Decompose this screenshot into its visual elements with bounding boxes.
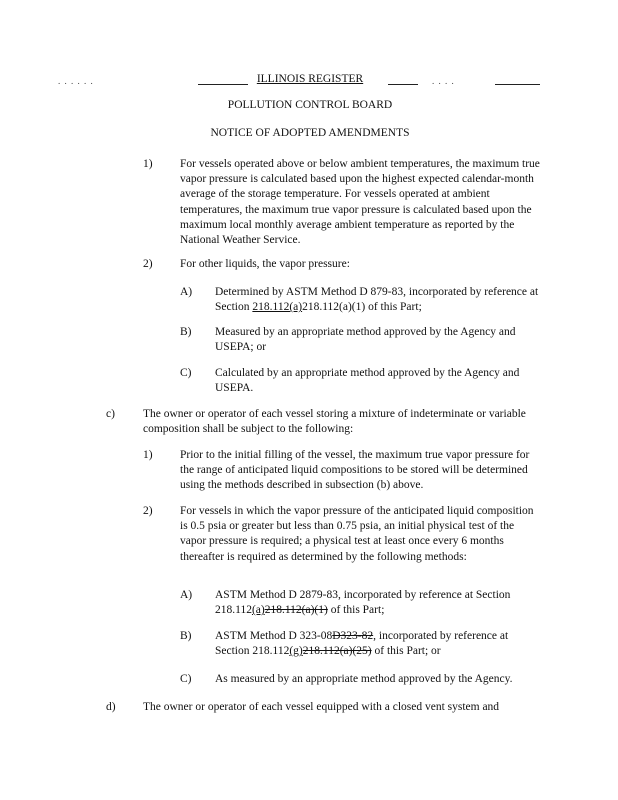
header-dots-left: . . . . . .: [58, 76, 94, 86]
item-b2C-label: C): [180, 367, 192, 379]
item-b2B-label: B): [180, 326, 192, 338]
item-b1-text: For vessels operated above or below ambient temperatures, the maximum true vapor pressure is calculated based upon the highest expected calendar-month average of the storage temperature. For vessels operated at ambient temperatures, the maximum true vapor pressure is calculated based upon the maximum local monthly average ambient temperature as reported by the National Weather Service.: [180, 158, 540, 247]
item-b2B-text: Measured by an appropriate method approved by the Agency and USEPA; or: [215, 326, 516, 354]
item-c1-label: 1): [143, 449, 153, 461]
item-b2-text: For other liquids, the vapor pressure:: [180, 258, 350, 270]
page-title: ILLINOIS REGISTER: [256, 73, 364, 85]
notice-title: NOTICE OF ADOPTED AMENDMENTS: [210, 127, 410, 139]
item-c-text: The owner or operator of each vessel storing a mixture of indeterminate or variable composition shall be subject to the following:: [143, 408, 526, 436]
item-b2A-label: A): [180, 286, 193, 298]
item-d-label: d): [106, 701, 116, 713]
item-c2A-label: A): [180, 589, 193, 601]
board-name: POLLUTION CONTROL BOARD: [227, 99, 393, 111]
item-c2A-text: ASTM Method D 2879-83, incorporated by reference at Section 218.112(a)218.112(a)(1) of this Part;: [215, 589, 511, 617]
item-c1-text: Prior to the initial filling of the vessel, the maximum true vapor pressure for the range of anticipated liquid compositions to be stored will be determined using the methods described in subsection (b) above.: [180, 449, 530, 492]
item-b2-label: 2): [143, 258, 153, 270]
item-c2-label: 2): [143, 505, 153, 517]
item-b2A-text: Determined by ASTM Method D 879-83, incorporated by reference at Section 218.112(a)218.112(a)(1) of this Part;: [215, 286, 539, 314]
item-b1-label: 1): [143, 158, 153, 170]
item-c2B-label: B): [180, 630, 192, 642]
item-d-text: The owner or operator of each vessel equipped with a closed vent system and: [143, 701, 500, 713]
item-c2C-text: As measured by an appropriate method approved by the Agency.: [215, 673, 513, 685]
header-dots-right: . . . .: [432, 76, 455, 86]
header-rule-right-2: [495, 84, 540, 85]
item-c2-text: For vessels in which the vapor pressure of the anticipated liquid composition is 0.5 psia or greater but less than 0.75 psia, an initial physical test of the vapor pressure is required; a physical test at least once every 6 months thereafter is required as determined by the following methods:: [180, 505, 534, 563]
header-rule-right-1: [388, 84, 418, 85]
item-c2B-text: ASTM Method D 323-08D323-82, incorporated by reference at Section 218.112(g)218.112(a)(25) of this Part; or: [215, 630, 509, 658]
item-b2C-text: Calculated by an appropriate method approved by the Agency and USEPA.: [215, 367, 520, 395]
item-c2C-label: C): [180, 673, 192, 685]
item-c-label: c): [106, 408, 115, 420]
